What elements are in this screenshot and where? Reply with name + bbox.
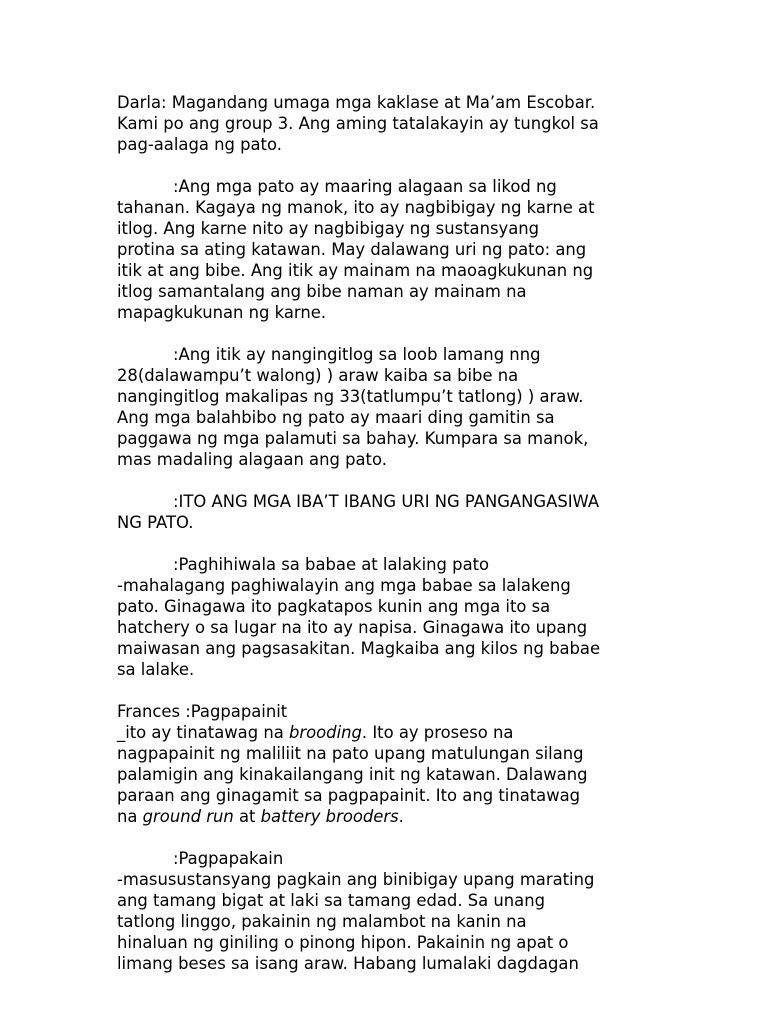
text-line [117,407,657,428]
text-run: palamigin ang kinakailangang init ng katawan. Dalawang [117,765,588,784]
text-run: :Ang itik ay nangingitlog sa loob lamang nng [173,345,541,364]
text-run: Frances :Pagpapainit [117,702,288,721]
text-line [117,491,657,512]
paragraph [117,848,657,974]
paragraph [117,92,657,155]
text-run: :Ang mga pato ay maaring alagaan sa likod ng [173,177,557,196]
text-run: -mahalagang paghiwalayin ang mga babae sa lalakeng [117,576,571,595]
text-line [117,659,657,680]
italic-term: ground run [142,807,234,826]
italic-term: brooding [288,723,362,742]
text-run: Ang mga balahbibo ng pato ay maari ding gamitin sa [117,408,555,427]
text-run: at [233,807,261,826]
text-line [117,617,657,638]
text-run: Kami po ang group 3. Ang aming tatalakayin ay tungkol sa [117,114,599,133]
text-line [117,449,657,470]
text-line [117,764,657,785]
text-line [117,701,657,722]
text-line [117,848,657,869]
text-line [117,743,657,764]
text-line [117,218,657,239]
text-run: -masusustansyang pagkain ang binibigay upang marating [117,870,595,889]
text-run: hatchery o sa lugar na ito ay napisa. Ginagawa ito upang [117,618,588,637]
text-line [117,260,657,281]
text-line [117,428,657,449]
text-line [117,554,657,575]
text-line [117,869,657,890]
text-run: :Paghihiwala sa babae at lalaking pato [173,555,490,574]
text-line [117,596,657,617]
paragraph [117,344,657,470]
text-run: pag-aalaga ng pato. [117,135,282,154]
text-line [117,722,657,743]
text-run: 28(dalawampu’t walong) ) araw kaiba sa bibe na [117,366,519,385]
text-line [117,239,657,260]
text-run: nangingitlog makalipas ng 33(tatlumpu’t tatlong) ) araw. [117,387,584,406]
text-run: Darla: Magandang umaga mga kaklase at Ma’am Escobar. [117,93,596,112]
paragraph [117,491,657,533]
text-run: na [117,807,143,826]
text-run: protina sa ating katawan. May dalawang uri ng pato: ang [117,240,587,259]
text-run: itlog. Ang karne nito ay nagbibigay ng sustansyang [117,219,540,238]
text-line [117,638,657,659]
text-line [117,953,657,974]
paragraph [117,701,657,827]
text-run: paraan ang ginagamit sa pagpapainit. Ito ang tinatawag [117,786,581,805]
text-run: . Ito ay proseso na [361,723,514,742]
text-line [117,806,657,827]
text-line [117,890,657,911]
text-run: nagpapainit ng maliliit na pato upang matulungan silang [117,744,584,763]
text-run: itik at ang bibe. Ang itik ay mainam na maoagkukunan ng [117,261,594,280]
text-line [117,785,657,806]
text-line [117,197,657,218]
text-run: tahanan. Kagaya ng manok, ito ay nagbibigay ng karne at [117,198,595,217]
text-run: paggawa ng mga palamuti sa bahay. Kumpara sa manok, [117,429,589,448]
text-run: pato. Ginagawa ito pagkatapos kunin ang mga ito sa [117,597,551,616]
text-run: hinaluan ng giniling o pinong hipon. Pakainin ng apat o [117,933,569,952]
document-body [117,92,657,974]
text-line [117,92,657,113]
paragraph [117,554,657,680]
text-run: tatlong linggo, pakainin ng malambot na kanin na [117,912,527,931]
text-line [117,113,657,134]
text-run: sa lalake. [117,660,195,679]
text-line [117,575,657,596]
text-run: :Pagpapakain [173,849,284,868]
text-run: mas madaling alagaan ang pato. [117,450,387,469]
text-run: itlog samantalang ang bibe naman ay mainam na [117,282,527,301]
text-run: ang tamang bigat at laki sa tamang edad. Sa unang [117,891,546,910]
text-line [117,512,657,533]
text-line [117,932,657,953]
text-run: mapagkukunan ng karne. [117,303,327,322]
paragraph [117,176,657,323]
text-line [117,302,657,323]
text-line [117,365,657,386]
text-run: . [398,807,404,826]
text-run: _ito ay tinatawag na [117,723,289,742]
text-line [117,134,657,155]
text-line [117,386,657,407]
text-run: maiwasan ang pagsasakitan. Magkaiba ang kilos ng babae [117,639,601,658]
text-line [117,344,657,365]
text-run: :ITO ANG MGA IBA’T IBANG URI NG PANGANGASIWA [173,492,600,511]
italic-term: battery brooders [260,807,399,826]
text-run: limang beses sa isang araw. Habang lumalaki dagdagan [117,954,579,973]
text-line [117,281,657,302]
text-line [117,911,657,932]
text-run: NG PATO. [117,513,194,532]
text-line [117,176,657,197]
